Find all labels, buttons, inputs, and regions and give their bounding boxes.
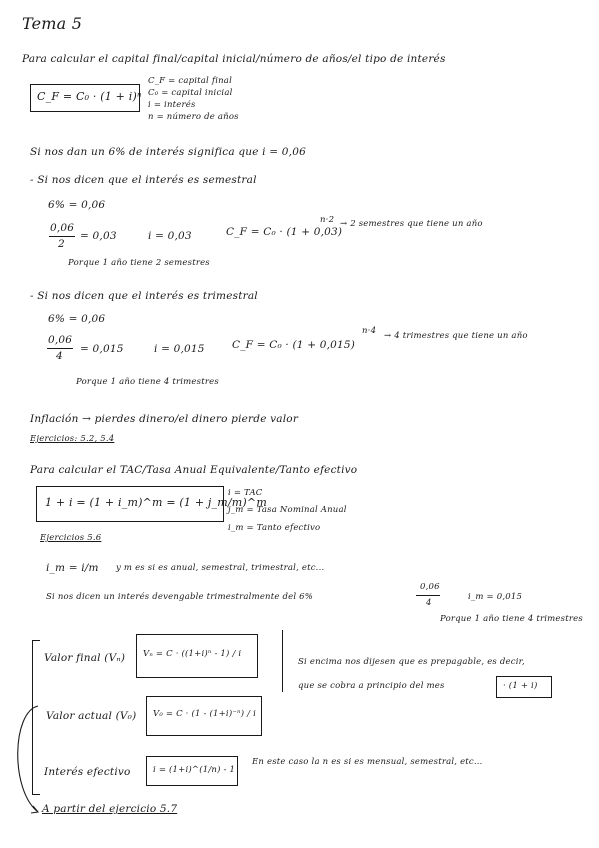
prepagable-box (496, 676, 552, 698)
tac-legend-line: i_m = Tanto efectivo (228, 523, 321, 533)
fraction-denominator: 4 (56, 350, 63, 362)
va-formula: V₀ = C · (1 - (1+i)⁻ⁿ) / i (153, 709, 256, 719)
page-title: Tema 5 (22, 14, 83, 33)
legend-line: n = número de años (148, 112, 239, 122)
interest-note: Si nos dan un 6% de interés significa que i = 0,06 (30, 146, 306, 158)
fraction-numerator: 0,06 (420, 582, 440, 592)
exponent: n·4 (362, 326, 377, 336)
semestral-because: Porque 1 año tiene 2 semestres (68, 258, 210, 268)
cf-formula: C_F = C₀ · (1 + 0,015) (232, 339, 356, 351)
valor-final-label: Valor final (Vₙ) (44, 652, 126, 664)
im-formula: i_m = i/m (46, 562, 99, 574)
devengable-note: Si nos dicen un interés devengable trimestralmente del 6% (46, 592, 314, 602)
tac-legend-line: j_m = Tasa Nominal Anual (228, 505, 347, 515)
prepagable-note-2: que se cobra a principio del mes (298, 681, 445, 691)
i-value: i = 0,03 (148, 230, 192, 242)
exponent: n·2 (320, 215, 335, 225)
prepagable-factor: · (1 + i) (503, 681, 538, 691)
percent-eq: 6% = 0,06 (48, 313, 106, 325)
ie-note: En este caso la n es si es mensual, semestral, etc... (252, 757, 483, 767)
vf-formula: Vₙ = C · ((1+i)ⁿ - 1) / i (143, 649, 242, 659)
i-value: i = 0,015 (154, 343, 205, 355)
interes-efectivo-label: Interés efectivo (44, 766, 131, 778)
fraction-numerator: 0,06 (50, 222, 75, 234)
trimestral-note: → 4 trimestres que tiene un año (384, 331, 528, 341)
ejercicios-ref: Ejercicios: 5.2, 5.4 (30, 434, 115, 444)
tac-formula: 1 + i = (1 + i_m)^m = (1 + j_m/m)^m (45, 496, 267, 509)
im-because: Porque 1 año tiene 4 trimestres (440, 614, 583, 624)
valor-actual-label: Valor actual (V₀) (46, 710, 137, 722)
prepagable-note: Si encima nos dijesen que es prepagable, es decir, (298, 657, 525, 667)
trimestral-because: Porque 1 año tiene 4 trimestres (76, 377, 219, 387)
fraction-result: = 0,03 (80, 230, 117, 242)
trimestral-heading: - Si nos dicen que el interés es trimestral (30, 290, 258, 302)
percent-eq: 6% = 0,06 (48, 199, 106, 211)
fraction-result: = 0,015 (80, 343, 124, 355)
tac-legend-line: i = TAC (228, 488, 263, 498)
legend-line: C₀ = capital inicial (148, 88, 233, 98)
fraction-denominator: 4 (426, 598, 432, 608)
intro-text: Para calcular el capital final/capital inicial/número de años/el tipo de interés (22, 53, 446, 65)
semestral-note: → 2 semestres que tiene un año (340, 219, 483, 229)
capital-final-formula: C_F = C₀ · (1 + i)ⁿ (37, 90, 142, 103)
tac-heading: Para calcular el TAC/Tasa Anual Equivalente/Tanto efectivo (30, 464, 358, 476)
legend-line: C_F = capital final (148, 76, 232, 86)
inflacion-note: Inflación → pierdes dinero/el dinero pierde valor (30, 413, 299, 425)
im-note: y m es si es anual, semestral, trimestral, etc... (116, 563, 325, 573)
ie-formula: i = (1+i)^(1/n) - 1 (153, 765, 236, 775)
semestral-heading: - Si nos dicen que el interés es semestral (30, 174, 257, 186)
legend-line: i = interés (148, 100, 196, 110)
im-result: i_m = 0,015 (468, 592, 523, 602)
ejercicios-ref: Ejercicios 5.6 (40, 533, 102, 543)
fraction-numerator: 0,06 (48, 334, 73, 346)
fraction-denominator: 2 (58, 238, 65, 250)
apartir-note: A partir del ejercicio 5.7 (42, 803, 178, 815)
cf-formula: C_F = C₀ · (1 + 0,03) (226, 226, 343, 238)
